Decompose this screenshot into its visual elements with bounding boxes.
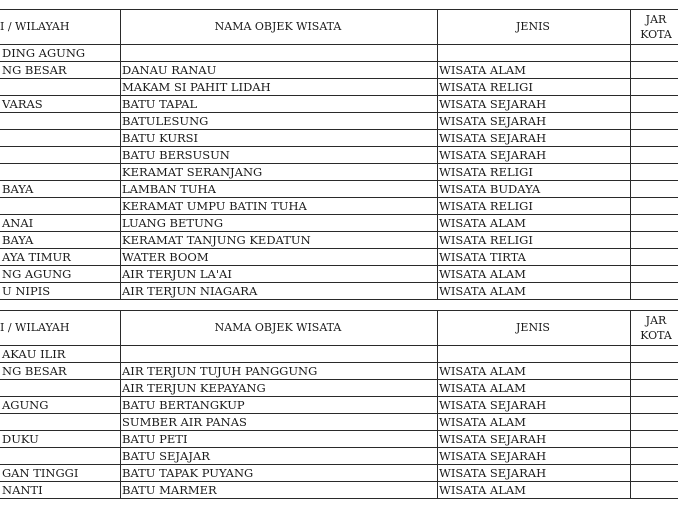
column-divider — [120, 311, 121, 345]
distance-cell — [630, 232, 678, 248]
header-distance-line1: JAR — [645, 314, 667, 327]
object-name-cell — [120, 45, 438, 61]
column-divider — [437, 482, 438, 498]
type-cell — [437, 45, 631, 61]
type-cell: WISATA ALAM — [439, 63, 526, 77]
column-divider — [437, 363, 438, 379]
column-divider — [630, 130, 631, 146]
type-cell: WISATA ALAM — [439, 415, 526, 429]
header-distance — [630, 311, 678, 345]
distance-cell — [630, 397, 678, 413]
table-row — [0, 198, 678, 215]
column-divider — [437, 215, 438, 231]
column-divider — [120, 482, 121, 498]
column-divider — [120, 232, 121, 248]
table-row — [0, 164, 678, 181]
column-divider — [437, 130, 438, 146]
object-name-cell: BATU SEJAJAR — [122, 449, 210, 463]
distance-cell — [630, 147, 678, 163]
distance-cell — [630, 130, 678, 146]
table-row — [0, 232, 678, 249]
column-divider — [630, 414, 631, 430]
column-divider — [120, 79, 121, 95]
column-divider — [120, 130, 121, 146]
column-divider — [630, 232, 631, 248]
distance-cell — [630, 249, 678, 265]
column-divider — [630, 10, 631, 44]
table-row — [0, 266, 678, 283]
column-divider — [437, 283, 438, 299]
object-name-cell: MAKAM SI PAHIT LIDAH — [122, 80, 271, 94]
type-cell: WISATA SEJARAH — [439, 466, 547, 480]
column-divider — [630, 215, 631, 231]
column-divider — [437, 113, 438, 129]
region-cell: AYA TIMUR — [2, 250, 71, 264]
object-name-cell: BATULESUNG — [122, 114, 209, 128]
column-divider — [120, 431, 121, 447]
region-cell: VARAS — [2, 97, 43, 111]
distance-cell — [630, 448, 678, 464]
region-cell — [0, 147, 121, 163]
column-divider — [120, 181, 121, 197]
type-cell: WISATA ALAM — [439, 364, 526, 378]
column-divider — [120, 465, 121, 481]
object-name-cell: BATU BERTANGKUP — [122, 398, 245, 412]
region-cell: ANAI — [2, 216, 34, 230]
object-name-cell: BATU TAPAL — [122, 97, 198, 111]
column-divider — [120, 10, 121, 44]
object-name-cell: SUMBER AIR PANAS — [122, 415, 247, 429]
distance-cell — [630, 431, 678, 447]
column-divider — [437, 431, 438, 447]
column-divider — [120, 448, 121, 464]
column-divider — [120, 113, 121, 129]
column-divider — [437, 397, 438, 413]
table-row — [0, 215, 678, 232]
column-divider — [120, 397, 121, 413]
type-cell: WISATA SEJARAH — [439, 398, 547, 412]
type-cell: WISATA ALAM — [439, 216, 526, 230]
region-cell — [0, 448, 121, 464]
type-cell: WISATA SEJARAH — [439, 432, 547, 446]
column-divider — [437, 380, 438, 396]
type-cell: WISATA TIRTA — [439, 250, 526, 264]
region-cell: DUKU — [2, 432, 39, 446]
distance-cell — [630, 363, 678, 379]
distance-cell — [630, 465, 678, 481]
region-cell: NANTI — [2, 483, 43, 497]
distance-cell — [630, 215, 678, 231]
object-name-cell: AIR TERJUN KEPAYANG — [122, 381, 266, 395]
column-divider — [437, 79, 438, 95]
table-row — [0, 380, 678, 397]
column-divider — [437, 45, 438, 61]
table-row — [0, 45, 678, 62]
object-name-cell: WATER BOOM — [122, 250, 209, 264]
column-divider — [630, 181, 631, 197]
distance-cell — [630, 198, 678, 214]
table-row — [0, 431, 678, 448]
type-cell: WISATA RELIGI — [439, 80, 533, 94]
column-divider — [437, 10, 438, 44]
header-type: JENIS — [516, 20, 550, 33]
region-cell — [0, 380, 121, 396]
column-divider — [120, 45, 121, 61]
table-row — [0, 363, 678, 380]
column-divider — [630, 448, 631, 464]
column-divider — [437, 249, 438, 265]
region-cell — [0, 164, 121, 180]
region-cell: NG AGUNG — [2, 267, 72, 281]
header-region: I / WILAYAH — [0, 20, 70, 33]
table-row — [0, 130, 678, 147]
distance-cell — [630, 380, 678, 396]
column-divider — [437, 346, 438, 362]
distance-cell — [630, 164, 678, 180]
type-cell — [437, 346, 631, 362]
column-divider — [630, 397, 631, 413]
column-divider — [120, 266, 121, 282]
distance-cell — [630, 96, 678, 112]
type-cell: WISATA BUDAYA — [439, 182, 541, 196]
column-divider — [437, 232, 438, 248]
column-divider — [437, 198, 438, 214]
column-divider — [630, 266, 631, 282]
table-row — [0, 113, 678, 130]
table-row — [0, 181, 678, 198]
column-divider — [630, 465, 631, 481]
region-cell — [0, 79, 121, 95]
column-divider — [437, 311, 438, 345]
object-name-cell: AIR TERJUN LA'AI — [122, 267, 232, 281]
column-divider — [120, 96, 121, 112]
table-row — [0, 465, 678, 482]
column-divider — [630, 346, 631, 362]
column-divider — [630, 363, 631, 379]
column-divider — [437, 448, 438, 464]
type-cell: WISATA SEJARAH — [439, 97, 547, 111]
object-name-cell: KERAMAT SERANJANG — [122, 165, 263, 179]
column-divider — [120, 414, 121, 430]
column-divider — [630, 164, 631, 180]
distance-cell — [630, 113, 678, 129]
table-header-row — [0, 310, 678, 346]
column-divider — [120, 380, 121, 396]
object-name-cell: LAMBAN TUHA — [122, 182, 216, 196]
column-divider — [437, 266, 438, 282]
type-cell: WISATA SEJARAH — [439, 148, 547, 162]
distance-cell — [630, 181, 678, 197]
type-cell: WISATA RELIGI — [439, 199, 533, 213]
column-divider — [437, 164, 438, 180]
column-divider — [120, 147, 121, 163]
table-row — [0, 62, 678, 79]
region-cell: DING AGUNG — [2, 46, 86, 60]
distance-cell — [630, 482, 678, 498]
region-cell — [0, 414, 121, 430]
column-divider — [630, 147, 631, 163]
header-region: I / WILAYAH — [0, 321, 70, 334]
table-row — [0, 249, 678, 266]
region-cell: GAN TINGGI — [2, 466, 79, 480]
column-divider — [437, 465, 438, 481]
column-divider — [437, 414, 438, 430]
column-divider — [630, 249, 631, 265]
column-divider — [120, 346, 121, 362]
column-divider — [630, 45, 631, 61]
header-distance — [630, 10, 678, 44]
table-row — [0, 283, 678, 300]
region-cell: NG BESAR — [2, 364, 67, 378]
type-cell: WISATA SEJARAH — [439, 114, 547, 128]
column-divider — [437, 96, 438, 112]
table-row — [0, 79, 678, 96]
region-cell: NG BESAR — [2, 63, 67, 77]
region-cell — [0, 198, 121, 214]
type-cell: WISATA ALAM — [439, 284, 526, 298]
object-name-cell: BATU KURSI — [122, 131, 199, 145]
distance-cell — [630, 45, 678, 61]
table-row — [0, 397, 678, 414]
object-name-cell: DANAU RANAU — [122, 63, 217, 77]
object-name-cell: BATU MARMER — [122, 483, 217, 497]
object-name-cell — [120, 346, 438, 362]
object-name-cell: BATU BERSUSUN — [122, 148, 230, 162]
column-divider — [120, 363, 121, 379]
header-type: JENIS — [516, 321, 550, 334]
column-divider — [630, 96, 631, 112]
column-divider — [437, 62, 438, 78]
region-cell: AKAU ILIR — [2, 347, 66, 361]
object-name-cell: LUANG BETUNG — [122, 216, 224, 230]
object-name-cell: KERAMAT TANJUNG KEDATUN — [122, 233, 311, 247]
header-distance-line1: JAR — [645, 13, 667, 26]
column-divider — [630, 62, 631, 78]
object-name-cell: BATU PETI — [122, 432, 188, 446]
header-distance-line2: KOTA — [640, 329, 672, 342]
column-divider — [630, 283, 631, 299]
distance-cell — [630, 283, 678, 299]
column-divider — [630, 79, 631, 95]
tourism-table-1 — [0, 9, 678, 300]
table-row — [0, 414, 678, 431]
type-cell: WISATA SEJARAH — [439, 131, 547, 145]
distance-cell — [630, 414, 678, 430]
column-divider — [120, 198, 121, 214]
type-cell: WISATA ALAM — [439, 483, 526, 497]
distance-cell — [630, 62, 678, 78]
tourism-table-2 — [0, 310, 678, 499]
table-row — [0, 448, 678, 465]
region-cell: BAYA — [2, 182, 34, 196]
object-name-cell: AIR TERJUN NIAGARA — [122, 284, 258, 298]
object-name-cell: AIR TERJUN TUJUH PANGGUNG — [122, 364, 318, 378]
column-divider — [630, 380, 631, 396]
region-cell: BAYA — [2, 233, 34, 247]
distance-cell — [630, 346, 678, 362]
table-header-row — [0, 9, 678, 45]
table-row — [0, 96, 678, 113]
header-object-name: NAMA OBJEK WISATA — [214, 321, 342, 334]
object-name-cell: BATU TAPAK PUYANG — [122, 466, 254, 480]
table-row — [0, 346, 678, 363]
column-divider — [630, 198, 631, 214]
region-cell — [0, 113, 121, 129]
region-cell: AGUNG — [2, 398, 49, 412]
column-divider — [437, 181, 438, 197]
object-name-cell: KERAMAT UMPU BATIN TUHA — [122, 199, 307, 213]
distance-cell — [630, 79, 678, 95]
header-object-name: NAMA OBJEK WISATA — [214, 20, 342, 33]
type-cell: WISATA ALAM — [439, 267, 526, 281]
header-distance-line2: KOTA — [640, 28, 672, 41]
column-divider — [120, 62, 121, 78]
column-divider — [120, 249, 121, 265]
table-row — [0, 147, 678, 164]
column-divider — [120, 215, 121, 231]
column-divider — [630, 482, 631, 498]
distance-cell — [630, 266, 678, 282]
region-cell: U NIPIS — [2, 284, 51, 298]
type-cell: WISATA SEJARAH — [439, 449, 547, 463]
type-cell: WISATA RELIGI — [439, 165, 533, 179]
column-divider — [630, 311, 631, 345]
type-cell: WISATA RELIGI — [439, 233, 533, 247]
column-divider — [630, 431, 631, 447]
column-divider — [630, 113, 631, 129]
column-divider — [120, 164, 121, 180]
column-divider — [120, 283, 121, 299]
table-row — [0, 482, 678, 499]
type-cell: WISATA ALAM — [439, 381, 526, 395]
region-cell — [0, 130, 121, 146]
column-divider — [437, 147, 438, 163]
